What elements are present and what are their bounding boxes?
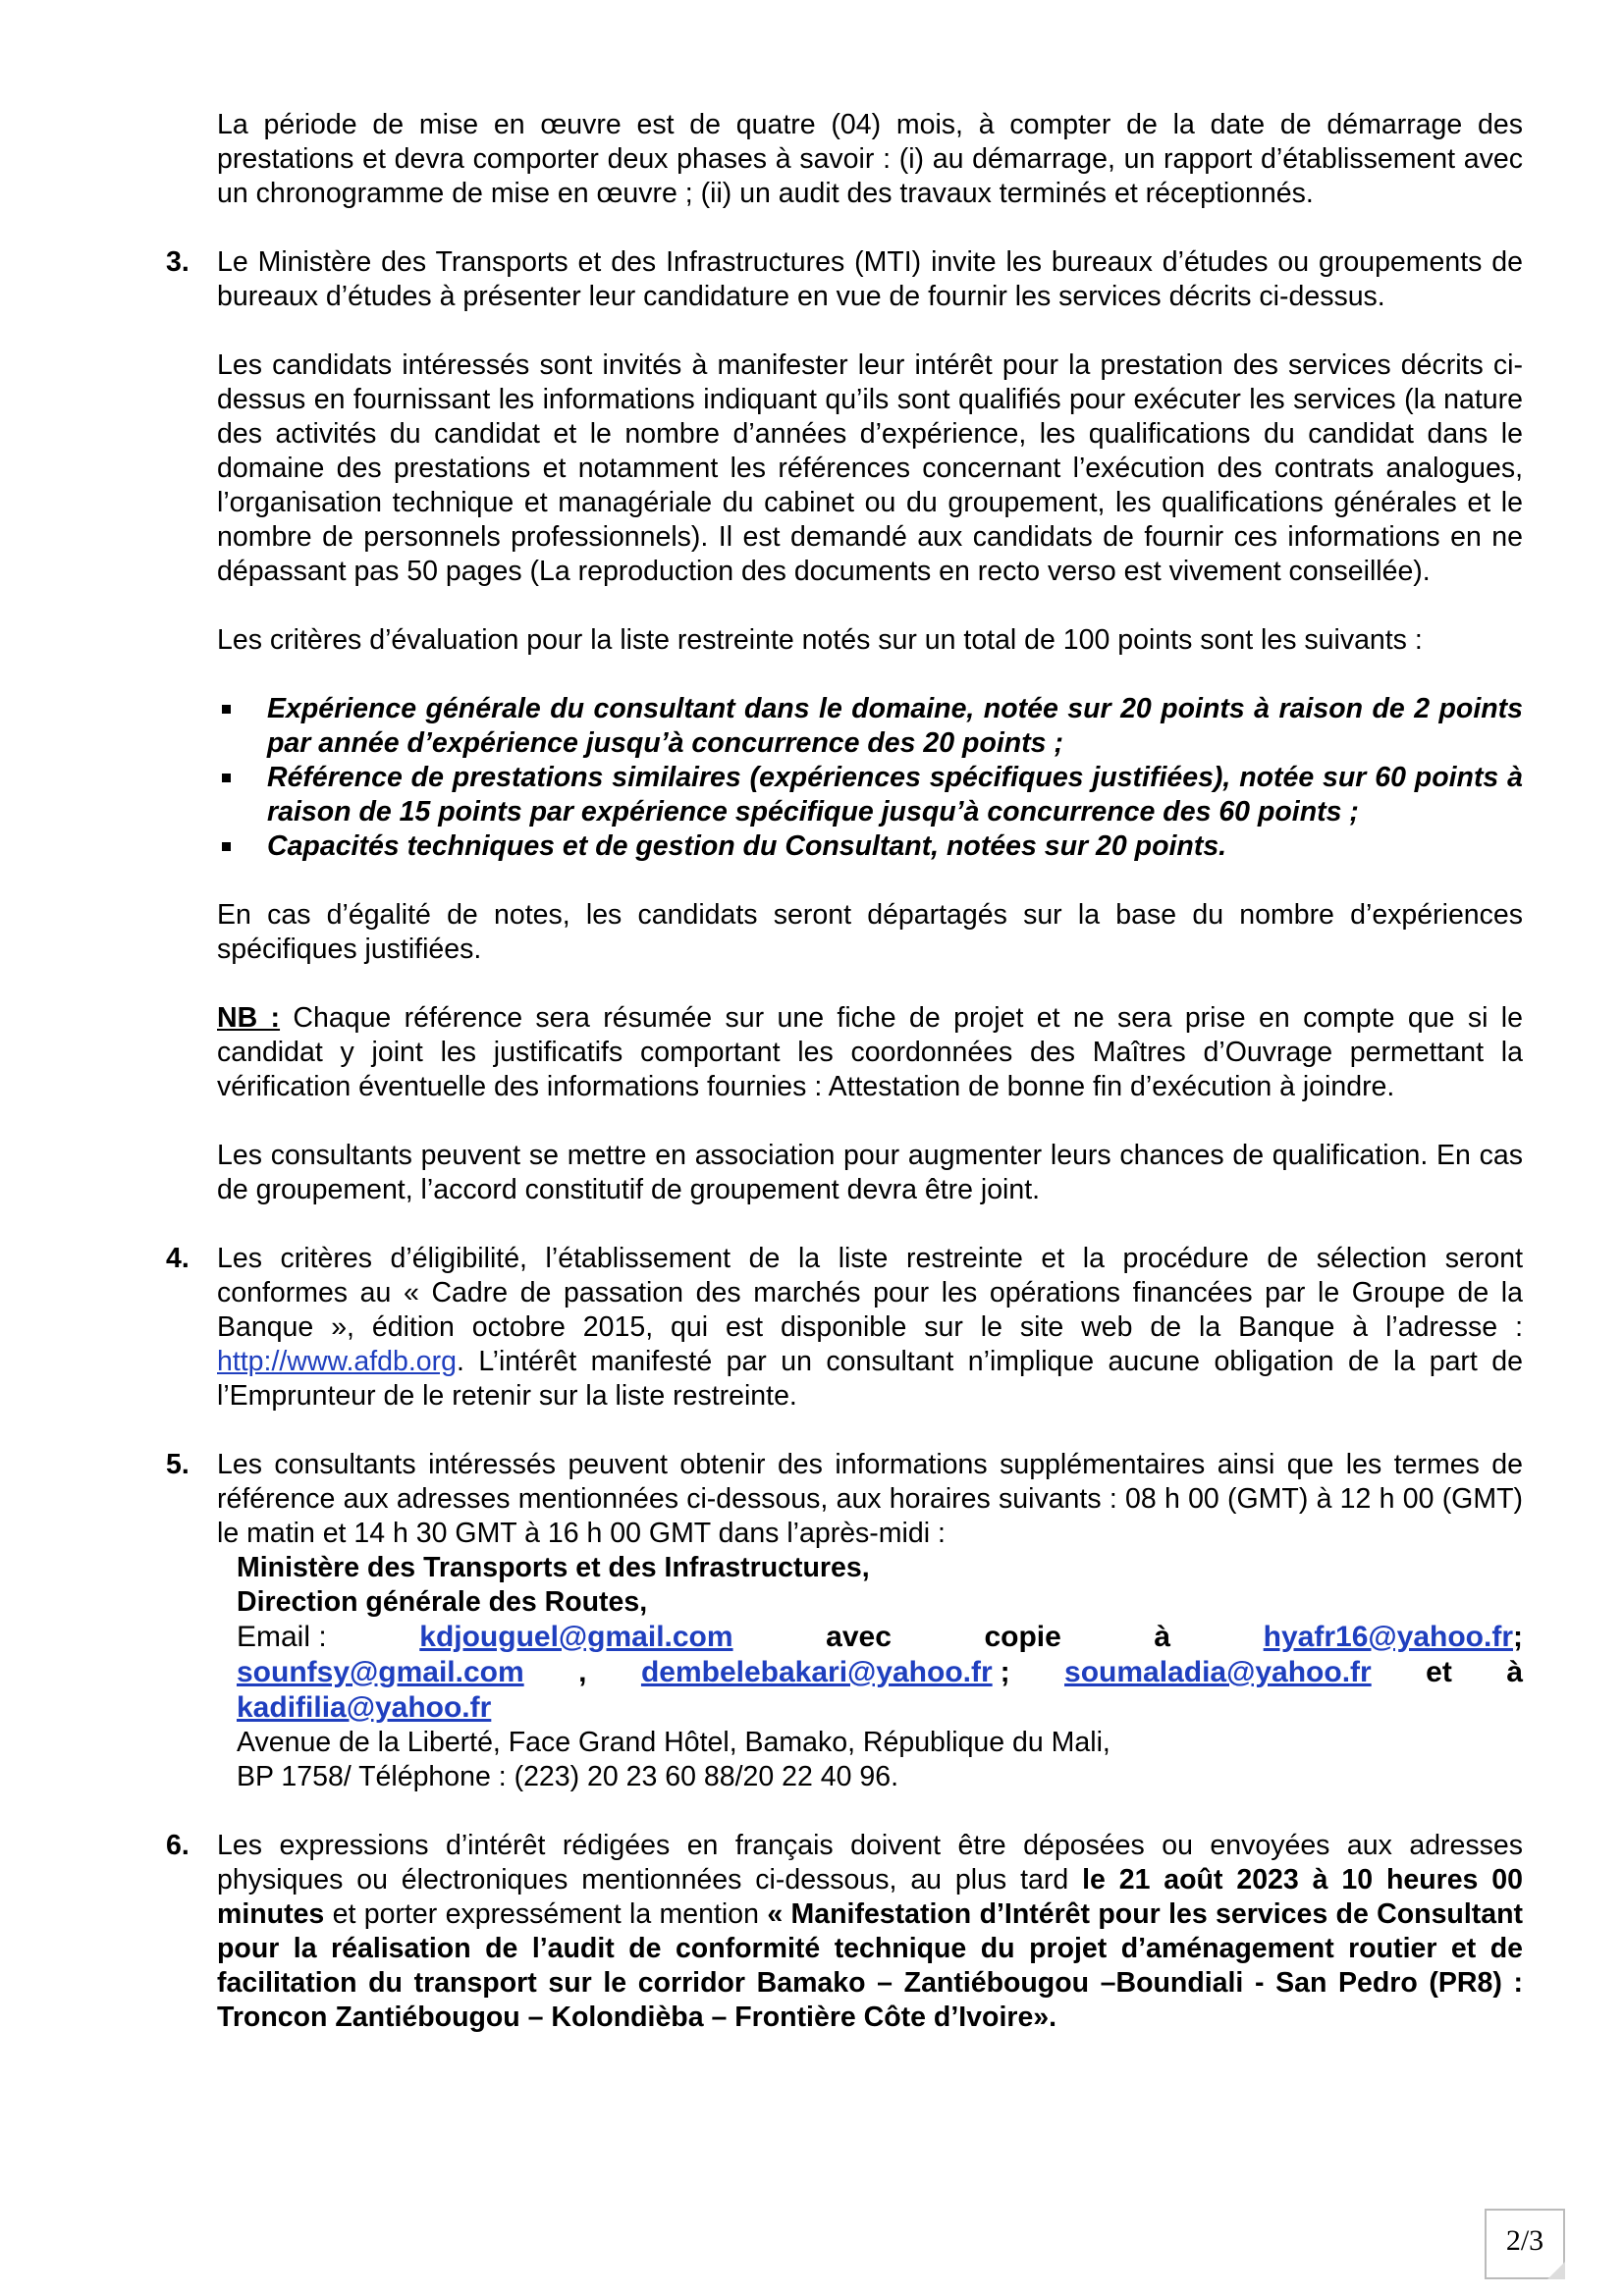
page-number: 2/3: [1505, 2224, 1544, 2257]
email-link[interactable]: kadifilia@yahoo.fr: [237, 1691, 492, 1724]
nb-label: NB :: [217, 1002, 281, 1034]
bullet-square-icon: [222, 774, 231, 782]
criteria-list: [217, 692, 1523, 864]
email-link[interactable]: dembelebakari@yahoo.fr: [640, 1656, 993, 1688]
bullet-square-icon: [222, 705, 231, 714]
email-line-3: [237, 1690, 1523, 1726]
section-3-lead: Le Ministère des Transports et des Infrastructures (MTI) invite les bureaux d’études ou groupements de bureaux d’études à présenter leur candidature en vue de fournir les services décrits ci-dessus.: [217, 246, 1523, 312]
document-body: [166, 108, 1523, 2035]
email-link[interactable]: hyafr16@yahoo.fr: [1263, 1621, 1513, 1653]
email-link[interactable]: sounfsy@gmail.com: [237, 1656, 524, 1688]
email-line-1: Email : kdjouguel@gmail.com avec copie à hyafr16@yahoo.fr;: [237, 1621, 1523, 1653]
page-number-badge: [1485, 2209, 1565, 2279]
section-number: 6.: [166, 1830, 189, 1861]
section-number: 4.: [166, 1243, 189, 1274]
email-link[interactable]: kdjouguel@gmail.com: [419, 1621, 733, 1653]
bullet-square-icon: [222, 842, 231, 851]
email-line-2: sounfsy@gmail.com , dembelebakari@yahoo.fr ; soumaladia@yahoo.fr et à: [237, 1656, 1523, 1688]
nb-text: Chaque référence sera résumée sur une fiche de projet et ne sera prise en compte que si le candidat y joint les justificatifs comportant les coordonnées des Maîtres d’Ouvrage permettant la vérification éventuelle des informations fournies : Attestation de bonne fin d’exécution à joindre.: [217, 1002, 1523, 1102]
nb-paragraph: [217, 1001, 1523, 1104]
section-5: [166, 1448, 1523, 1794]
tie-paragraph: En cas d’égalité de notes, les candidats seront départagés sur la base du nombre d’expériences spécifiques justifiées.: [217, 899, 1523, 965]
email-link[interactable]: soumaladia@yahoo.fr: [1064, 1656, 1372, 1688]
email-label: Email :: [237, 1621, 327, 1653]
section-4: 4. Les critères d’éligibilité, l’établissement de la liste restreinte et la procédure de sélection seront conformes au « Cadre de passation des marchés pour les opérations financées par le Groupe de la Banque », édition octobre 2015, qui est disponible sur le site web de la Banque à l’adresse : http://www.afdb.org. L’intérêt manifesté par un consultant n’implique aucune obligation de la part de l’Emprunteur de le retenir sur la liste restreinte.: [166, 1243, 1523, 1412]
section-5-text: Les consultants intéressés peuvent obtenir des informations supplémentaires ainsi que les termes de référence aux adresses mentionnées ci-dessous, aux horaires suivants : 08 h 00 (GMT) à 12 h 00 (GMT) le matin et 14 h 30 GMT à 16 h 00 GMT dans l’après-midi :: [217, 1449, 1523, 1549]
phone-line: BP 1758/ Téléphone : (223) 20 23 60 88/20 22 40 96.: [237, 1761, 898, 1792]
criteria-intro: Les critères d’évaluation pour la liste restreinte notés sur un total de 100 points sont les suivants :: [217, 624, 1423, 656]
deadline: le 21 août 2023 à 10 heures 00 minutes: [217, 1864, 1523, 1930]
afdb-link[interactable]: http://www.afdb.org: [217, 1346, 457, 1377]
criteria-item: Référence de prestations similaires (expériences spécifiques justifiées), notée sur 60 points à raison de 15 points par expérience spécifique jusqu’à concurrence des 60 points ;: [217, 761, 1523, 829]
candidates-paragraph: Les candidats intéressés sont invités à manifester leur intérêt pour la prestation des services décrits ci-dessus en fournissant les informations indiquant qu’ils sont qualifiés pour exécuter les services (la nature des activités du candidat et le nombre d’années d’expérience, les qualifications du candidat dans le domaine des prestations et notamment les références concernant l’exécution des contrats analogues, l’organisation technique et managériale du cabinet ou du groupement, les qualifications générales et le nombre de personnels professionnels). Il est demandé aux candidats de fournir ces informations en ne dépassant pas 50 pages (La reproduction des documents en recto verso est vivement conseillée).: [217, 349, 1523, 587]
postal-address: Avenue de la Liberté, Face Grand Hôtel, Bamako, République du Mali,: [237, 1727, 1110, 1758]
criteria-item: Expérience générale du consultant dans le domaine, notée sur 20 points à raison de 2 points par année d’expérience jusqu’à concurrence des 20 points ;: [217, 692, 1523, 761]
association-paragraph: Les consultants peuvent se mettre en association pour augmenter leurs chances de qualification. En cas de groupement, l’accord constitutif de groupement devra être joint.: [217, 1140, 1523, 1205]
mention: « Manifestation d’Intérêt pour les services de Consultant pour la réalisation de l’audit de conformité technique du projet d’aménagement routier et de facilitation du transport sur le corridor Bamako – Zantiébougou –Boundiali - San Pedro (PR8) : Troncon Zantiébougou – Kolondièba – Frontière Côte d’Ivoire».: [217, 1898, 1523, 2033]
section-number: 5.: [166, 1449, 189, 1480]
intro-paragraph: La période de mise en œuvre est de quatre (04) mois, à compter de la date de démarrage des prestations et devra comporter deux phases à savoir : (i) au démarrage, un rapport d’établissement avec un chronogramme de mise en œuvre ; (ii) un audit des travaux terminés et réceptionnés.: [217, 109, 1523, 209]
section-number: 3.: [166, 246, 189, 278]
criteria-item: Capacités techniques et de gestion du Consultant, notées sur 20 points.: [217, 829, 1523, 864]
section-3: [166, 245, 1523, 314]
direction-name: Direction générale des Routes,: [237, 1586, 648, 1618]
section-6: 6. Les expressions d’intérêt rédigées en français doivent être déposées ou envoyées aux adresses physiques ou électroniques mentionnées ci-dessous, au plus tard le 21 août 2023 à 10 heures 00 minutes et porter expressément la mention « Manifestation d’Intérêt pour les services de Consultant pour la réalisation de l’audit de conformité technique du projet d’aménagement routier et de facilitation du transport sur le corridor Bamako – Zantiébougou –Boundiali - San Pedro (PR8) : Troncon Zantiébougou – Kolondièba – Frontière Côte d’Ivoire».: [166, 1830, 1523, 2033]
contact-block: [217, 1551, 1523, 1794]
page-curl-icon: [1547, 2262, 1565, 2279]
ministry-name: Ministère des Transports et des Infrastructures,: [237, 1552, 870, 1583]
